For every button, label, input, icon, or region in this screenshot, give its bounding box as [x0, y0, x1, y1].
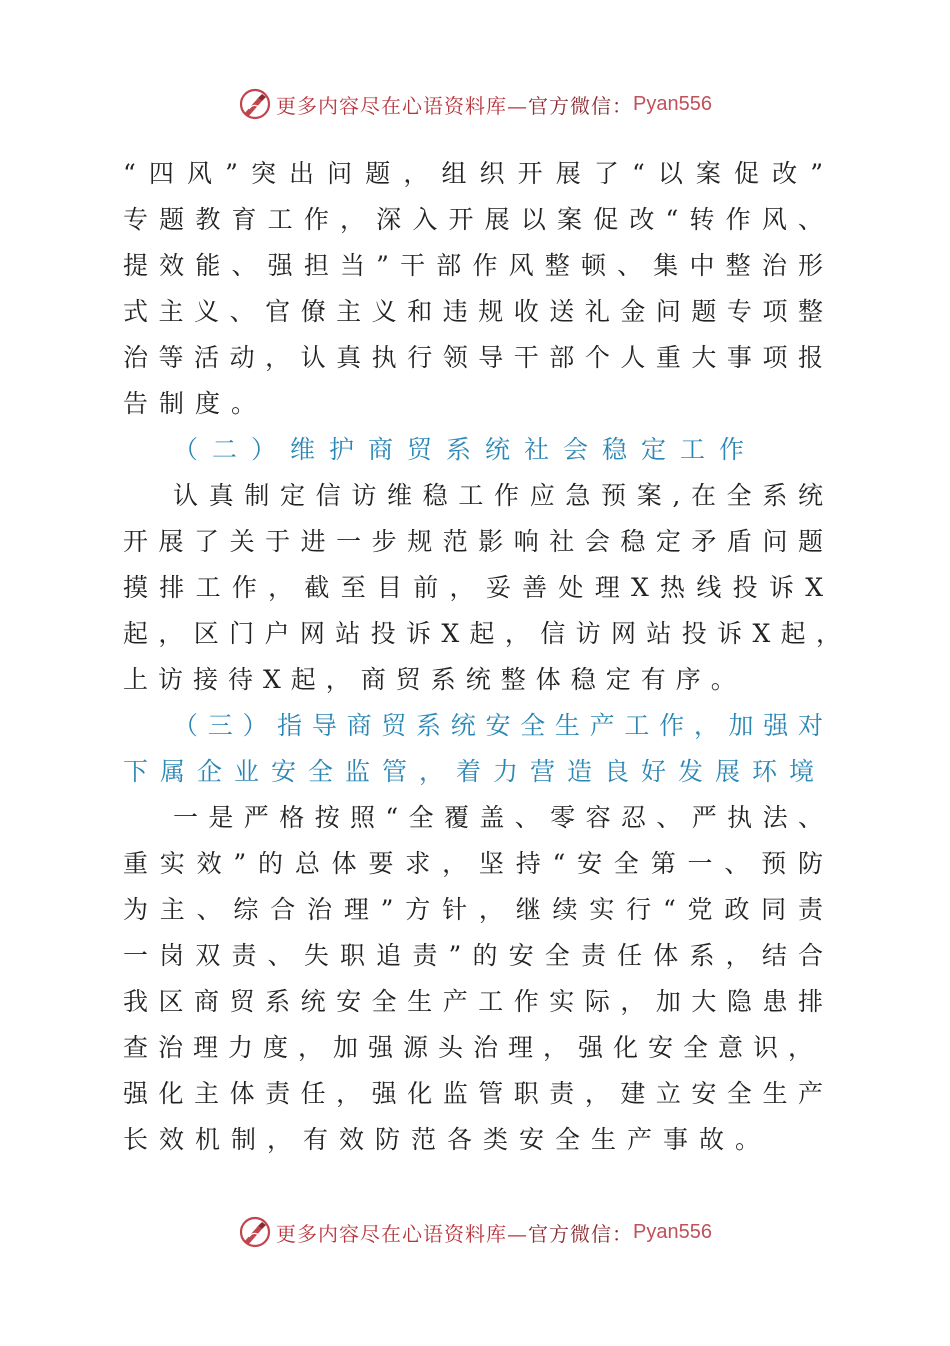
- paragraph-line: “四风”突出问题，组织开展了“以案促改”: [123, 159, 823, 188]
- watermark-wechat-label: 官方微信：: [528, 1221, 634, 1246]
- section-heading-3-cont: 下属企业安全监管，着力营造良好发展环境: [123, 757, 827, 786]
- paragraph-line: 上访接待X起，商贸系统整体稳定有序。: [123, 665, 746, 694]
- paragraph-line: 治等活动，认真执行领导干部个人重大事项报: [123, 343, 823, 372]
- paragraph-line: 强化主体责任，强化监管职责，建立安全生产: [123, 1079, 823, 1108]
- paragraph-line: 告制度。: [123, 389, 268, 418]
- paragraph-line: 式主义、官僚主义和违规收送礼金问题专项整: [123, 297, 823, 326]
- paragraph-line: 起，区门户网站投诉X起，信访网站投诉X起，: [123, 619, 841, 648]
- paragraph-line: 一是严格按照“全覆盖、零容忍、严执法、: [173, 803, 823, 832]
- watermark-wechat-id: Pyan556: [633, 92, 712, 115]
- watermark-text: 更多内容尽在心语资料库—: [276, 93, 529, 118]
- paragraph-line: 重实效”的总体要求，坚持“安全第一、预防: [123, 849, 823, 878]
- paragraph-line: 一岗双责、失职追责”的安全责任体系，结合: [123, 941, 823, 970]
- paragraph-line: 查治理力度，加强源头治理，强化安全意识，: [123, 1033, 813, 1062]
- section-heading-2: （二）维护商贸系统社会稳定工作: [173, 435, 759, 464]
- paragraph-line: 长效机制，有效防范各类安全生产事故。: [123, 1125, 772, 1154]
- paragraph-line: 我区商贸系统安全生产工作实际，加大隐患排: [123, 987, 823, 1016]
- watermark-banner-bottom: [0, 1212, 950, 1252]
- paragraph-line: 摸排工作，截至目前，妥善处理X热线投诉X: [123, 573, 823, 602]
- watermark-wechat-id: Pyan556: [633, 1220, 712, 1243]
- paragraph-line: 专题教育工作，深入开展以案促改“转作风、: [123, 205, 823, 234]
- paragraph-line: 为主、综合治理”方针，继续实行“党政同责: [123, 895, 823, 924]
- paragraph-line: 认真制定信访维稳工作应急预案,在全系统: [173, 481, 823, 510]
- paragraph-line: 开展了关于进一步规范影响社会稳定矛盾问题: [123, 527, 823, 556]
- section-heading-3: （三）指导商贸系统安全生产工作，加强对: [173, 711, 823, 740]
- watermark-wechat-label: 官方微信：: [528, 93, 634, 118]
- watermark-banner-top: [0, 84, 950, 124]
- pen-logo-icon: [238, 87, 272, 121]
- watermark-text: 更多内容尽在心语资料库—: [276, 1221, 529, 1246]
- paragraph-line: 提效能、强担当”干部作风整顿、集中整治形: [123, 251, 823, 280]
- pen-logo-icon: [238, 1215, 272, 1249]
